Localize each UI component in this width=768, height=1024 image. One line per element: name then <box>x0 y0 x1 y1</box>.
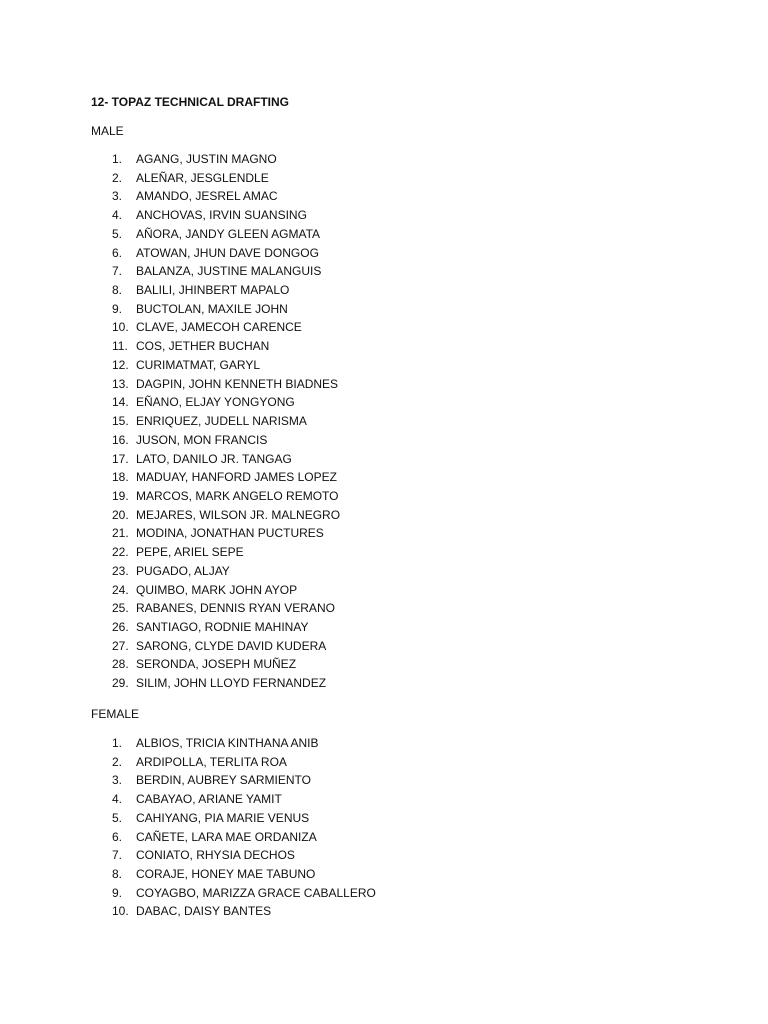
list-item-number: 1. <box>112 152 123 166</box>
list-item-name: ENRIQUEZ, JUDELL NARISMA <box>136 414 307 429</box>
list-item-name: MADUAY, HANFORD JAMES LOPEZ <box>136 470 337 485</box>
list-item-number: 2. <box>112 170 123 185</box>
list-item-number: 4. <box>112 208 123 223</box>
list-item-number: 9. <box>112 885 123 900</box>
list-item-number: 10. <box>112 904 129 919</box>
list-item-number: 1. <box>112 736 123 750</box>
list-item-name: SANTIAGO, RODNIE MAHINAY <box>136 619 309 634</box>
list-item-number: 7. <box>112 264 123 279</box>
list-item-number: 16. <box>112 432 129 447</box>
list-item-name: MEJARES, WILSON JR. MALNEGRO <box>136 507 341 522</box>
list-item-number: 27. <box>112 638 129 653</box>
list-item-number: 6. <box>112 829 123 844</box>
list-item-number: 20. <box>112 507 129 522</box>
list-item-name: AMANDO, JESREL AMAC <box>136 189 278 204</box>
list-item-number: 21. <box>112 526 129 541</box>
list-item-name: ARDIPOLLA, TERLITA ROA <box>136 754 287 769</box>
list-item-number: 29. <box>112 676 129 691</box>
list-item-name: ANCHOVAS, IRVIN SUANSING <box>136 208 307 223</box>
list-item-number: 12. <box>112 357 129 372</box>
list-item-name: QUIMBO, MARK JOHN AYOP <box>136 582 298 597</box>
list-item-name: JUSON, MON FRANCIS <box>136 432 268 447</box>
list-item-name: CAHIYANG, PIA MARIE VENUS <box>136 810 310 825</box>
list-item-number: 10. <box>112 320 129 335</box>
list-item-name: AGANG, JUSTIN MAGNO <box>136 152 277 166</box>
list-item-number: 7. <box>112 848 123 863</box>
list-item-name: ATOWAN, JHUN DAVE DONGOG <box>136 245 319 260</box>
list-item-number: 28. <box>112 657 129 672</box>
list-item-number: 3. <box>112 773 123 788</box>
section-heading-male: MALE <box>91 124 124 138</box>
list-item-name: BALANZA, JUSTINE MALANGUIS <box>136 264 322 279</box>
section-heading-female: FEMALE <box>91 707 140 721</box>
list-item-name: CAÑETE, LARA MAE ORDANIZA <box>136 829 317 844</box>
list-item-number: 23. <box>112 563 129 578</box>
list-item-number: 8. <box>112 867 123 882</box>
list-item-number: 24. <box>112 582 129 597</box>
list-item-name: DAGPIN, JOHN KENNETH BIADNES <box>136 376 339 391</box>
list-item-number: 15. <box>112 414 129 429</box>
list-item-number: 5. <box>112 810 123 825</box>
list-item-name: BALILI, JHINBERT MAPALO <box>136 283 290 298</box>
list-item-name: SERONDA, JOSEPH MUÑEZ <box>136 657 297 672</box>
list-item-name: MODINA, JONATHAN PUCTURES <box>136 526 324 541</box>
list-item-number: 19. <box>112 488 129 503</box>
list-item-name: PEPE, ARIEL SEPE <box>136 545 244 560</box>
list-item-name: CABAYAO, ARIANE YAMIT <box>136 792 282 807</box>
list-item-number: 17. <box>112 451 129 466</box>
list-item-name: ALEÑAR, JESGLENDLE <box>136 170 269 185</box>
list-item-name: EÑANO, ELJAY YONGYONG <box>136 395 295 410</box>
list-item-number: 3. <box>112 189 123 204</box>
list-item-name: SARONG, CLYDE DAVID KUDERA <box>136 638 327 653</box>
list-item-name: CURIMATMAT, GARYL <box>136 357 261 372</box>
list-item-name: COYAGBO, MARIZZA GRACE CABALLERO <box>136 885 376 900</box>
list-item-number: 18. <box>112 470 129 485</box>
list-item-name: CORAJE, HONEY MAE TABUNO <box>136 867 316 882</box>
list-item-name: MARCOS, MARK ANGELO REMOTO <box>136 488 339 503</box>
list-item-number: 22. <box>112 545 129 560</box>
list-item-number: 6. <box>112 245 123 260</box>
list-item-number: 11. <box>112 339 128 354</box>
list-item-name: SILIM, JOHN LLOYD FERNANDEZ <box>136 676 327 691</box>
list-item-number: 13. <box>112 376 129 391</box>
list-item-name: CONIATO, RHYSIA DECHOS <box>136 848 295 863</box>
list-item-name: BUCTOLAN, MAXILE JOHN <box>136 301 288 316</box>
list-item-number: 4. <box>112 792 123 807</box>
list-item-number: 8. <box>112 283 123 298</box>
list-item-name: CLAVE, JAMECOH CARENCE <box>136 320 302 335</box>
document-title: 12- TOPAZ TECHNICAL DRAFTING <box>91 95 290 109</box>
list-item-number: 2. <box>112 754 123 769</box>
list-item-name: COS, JETHER BUCHAN <box>136 339 270 354</box>
list-item-number: 26. <box>112 619 129 634</box>
list-item-name: RABANES, DENNIS RYAN VERANO <box>136 601 335 616</box>
list-item-number: 5. <box>112 226 123 241</box>
list-item-name: DABAC, DAISY BANTES <box>136 904 272 919</box>
list-item-name: PUGADO, ALJAY <box>136 563 230 578</box>
list-item-number: 14. <box>112 395 129 410</box>
list-item-name: BERDIN, AUBREY SARMIENTO <box>136 773 311 788</box>
list-item-number: 25. <box>112 601 129 616</box>
list-item-name: LATO, DANILO JR. TANGAG <box>136 451 292 466</box>
list-item-number: 9. <box>112 301 123 316</box>
list-item-name: ALBIOS, TRICIA KINTHANA ANIB <box>136 736 319 750</box>
list-item-name: AÑORA, JANDY GLEEN AGMATA <box>136 226 321 241</box>
